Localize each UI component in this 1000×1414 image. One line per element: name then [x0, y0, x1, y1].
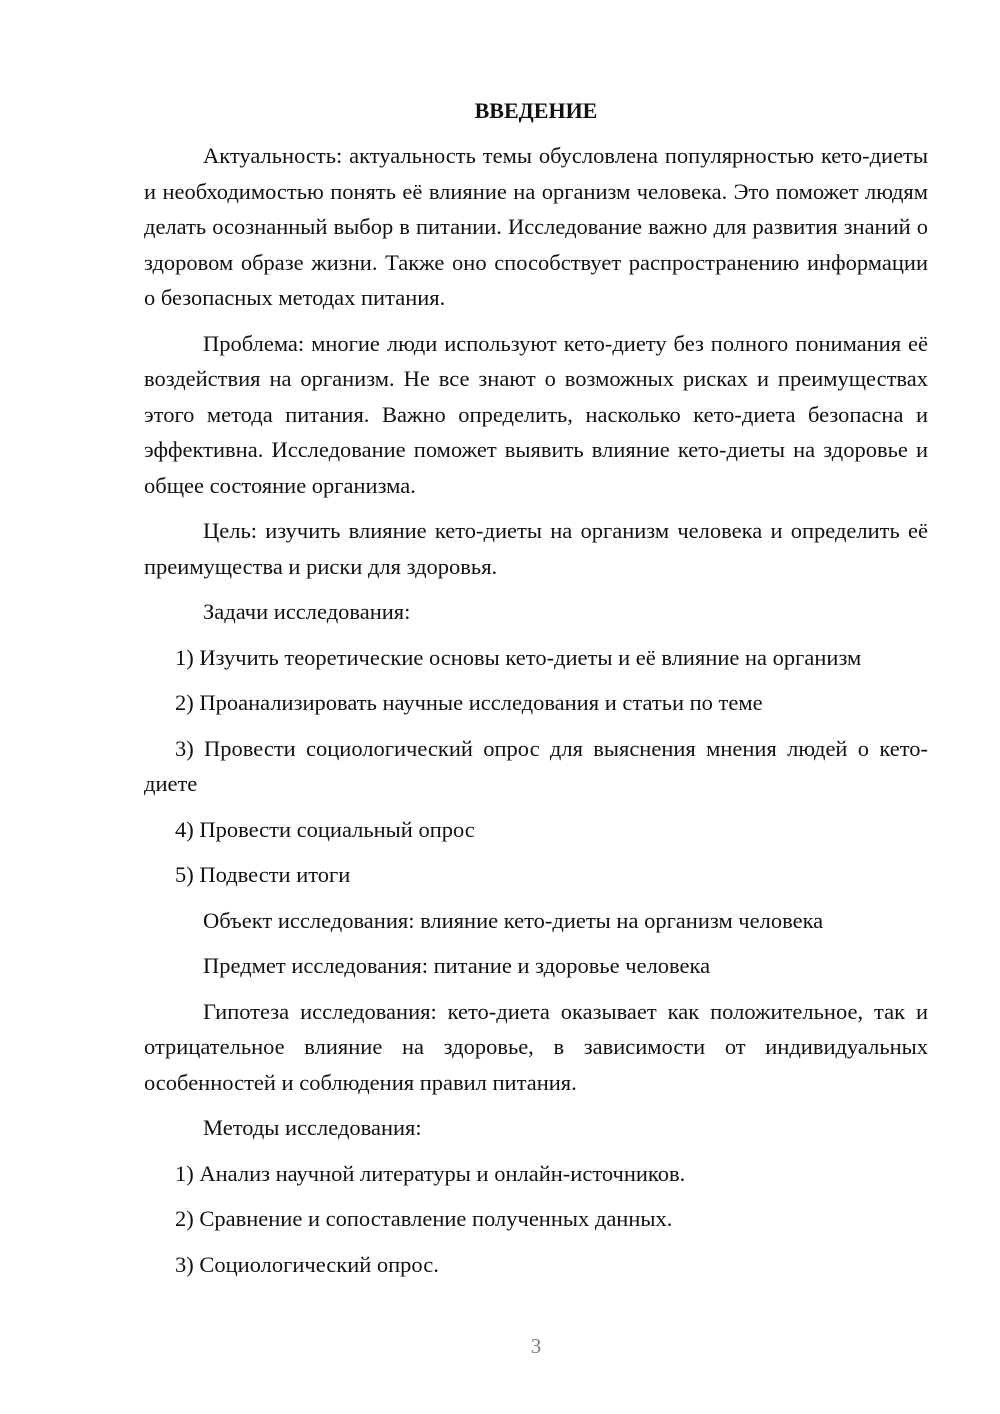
- goal-paragraph: Цель: изучить влияние кето-диеты на организм человека и определить её преимущества и риски для здоровья.: [144, 518, 928, 579]
- section-heading: ВВЕДЕНИЕ: [474, 98, 598, 123]
- method-item-1: 1) Анализ научной литературы и онлайн-источников.: [175, 1160, 686, 1186]
- task-item-3: 3) Провести социологический опрос для выяснения мнения людей о кето-диете: [144, 735, 928, 796]
- method-item-3: 3) Социологический опрос.: [175, 1251, 439, 1277]
- page-content: [144, 93, 928, 1292]
- page-number: 3: [530, 1334, 542, 1358]
- task-item-4: 4) Провести социальный опрос: [175, 816, 475, 842]
- hypothesis-paragraph: Гипотеза исследования: кето-диета оказывает как положительное, так и отрицательное влияние на здоровье, в зависимости от индивидуальных особенностей и соблюдения правил питания.: [144, 998, 928, 1095]
- task-item-5: 5) Подвести итоги: [175, 862, 351, 887]
- task-item-2: 2) Проанализировать научные исследования и статьи по теме: [175, 690, 763, 715]
- object-paragraph: Объект исследования: влияние кето-диеты на организм человека: [203, 907, 824, 933]
- problem-paragraph: Проблема: многие люди используют кето-диету без полного понимания её воздействия на организм. Не все знают о возможных рисках и преимуществах этого метода питания. Важно определить, насколько кето-диета безопасна и эффективна. Исследование поможет выявить влияние кето-диеты на здоровье и общее состояние организма.: [144, 330, 928, 498]
- subject-paragraph: Предмет исследования: питание и здоровье человека: [203, 953, 711, 978]
- relevance-paragraph: Актуальность: актуальность темы обусловлена популярностью кето-диеты и необходимостью понять её влияние на организм человека. Это поможет людям делать осознанный выбор в питании. Исследование важно для развития знаний о здоровом образе жизни. Также оно способствует распространению информации о безопасных методах питания.: [144, 143, 928, 310]
- method-item-2: 2) Сравнение и сопоставление полученных данных.: [175, 1206, 673, 1231]
- task-item-1: 1) Изучить теоретические основы кето-диеты и её влияние на организм: [175, 644, 862, 670]
- methods-heading: Методы исследования:: [203, 1115, 422, 1140]
- tasks-heading: Задачи исследования:: [203, 599, 411, 624]
